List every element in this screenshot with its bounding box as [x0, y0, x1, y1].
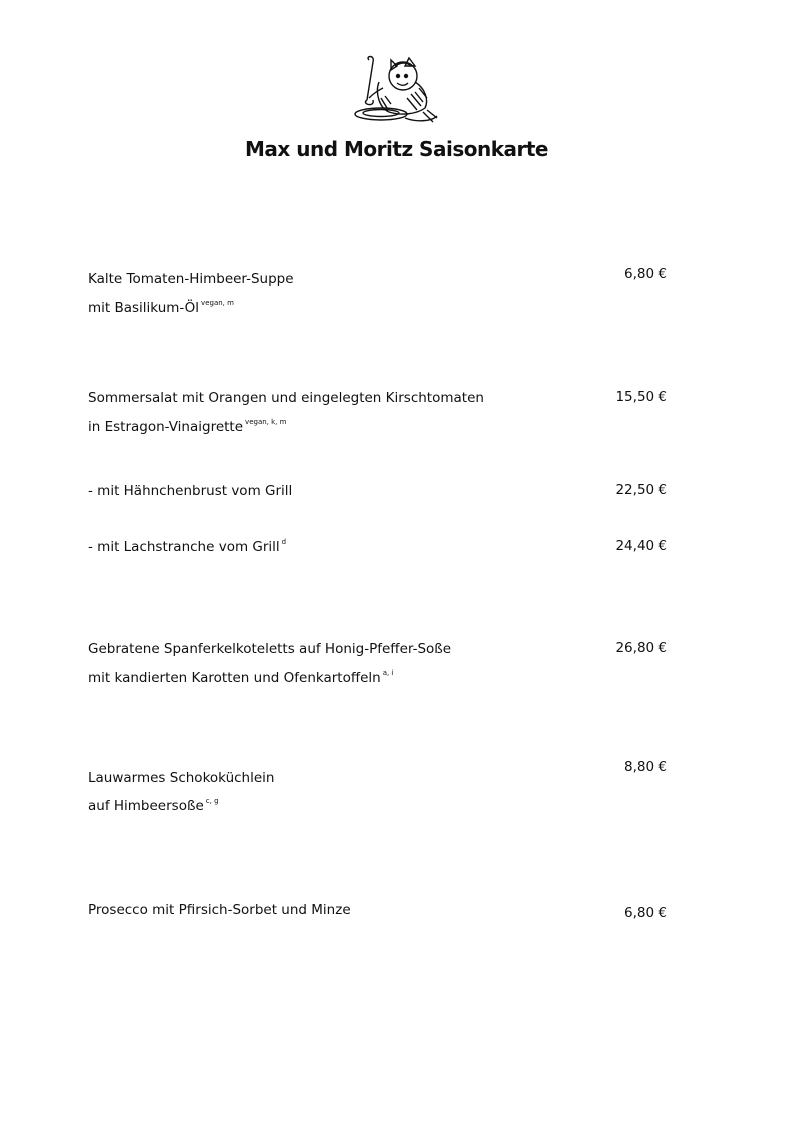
menu-item-price: 22,50 € — [615, 482, 667, 498]
menu-item-price: 26,80 € — [615, 640, 667, 656]
menu-item-price: 15,50 € — [615, 389, 667, 405]
menu-item-name: Prosecco mit Pfirsich-Sorbet und Minze — [88, 902, 351, 918]
page-title: Max und Moritz Saisonkarte — [245, 137, 548, 161]
menu-item-price: 6,80 € — [624, 266, 667, 282]
menu-item-price: 8,80 € — [624, 759, 667, 775]
allergen-codes: vegan, m — [201, 299, 234, 307]
allergen-codes: c, g — [205, 797, 219, 805]
menu-item-name: - mit Lachstranche vom Grill $^d$ — [88, 538, 287, 555]
menu-item-name: Gebratene Spanferkelkoteletts auf Honig-Pfeffer-Soße — [88, 641, 452, 657]
menu-item-price: 24,40 € — [615, 538, 667, 554]
allergen-codes: d — [281, 538, 287, 546]
menu-item-name: Lauwarmes Schokoküchlein — [88, 770, 275, 786]
menu-item-description: in Estragon-Vinaigrette $^{vegan, k, m}$ — [88, 418, 287, 435]
menu-item-description: mit Basilikum-Öl $^{vegan, m}$ — [88, 299, 234, 316]
menu-item-description: auf Himbeersoße $^{c, g}$ — [88, 797, 219, 814]
menu-item-price: 6,80 € — [624, 905, 667, 921]
menu-item-name: - mit Hähnchenbrust vom Grill — [88, 483, 293, 499]
allergen-codes: a, i — [382, 669, 394, 677]
menu-item-name: Kalte Tomaten-Himbeer-Suppe — [88, 271, 294, 287]
allergen-codes: vegan, k, m — [245, 418, 287, 426]
menu-item-name: Sommersalat mit Orangen und eingelegten Kirschtomaten — [88, 390, 484, 406]
max-und-moritz-illustration-icon — [345, 52, 441, 128]
menu-item-description: mit kandierten Karotten und Ofenkartoffeln $^{a, i}$ — [88, 669, 394, 686]
